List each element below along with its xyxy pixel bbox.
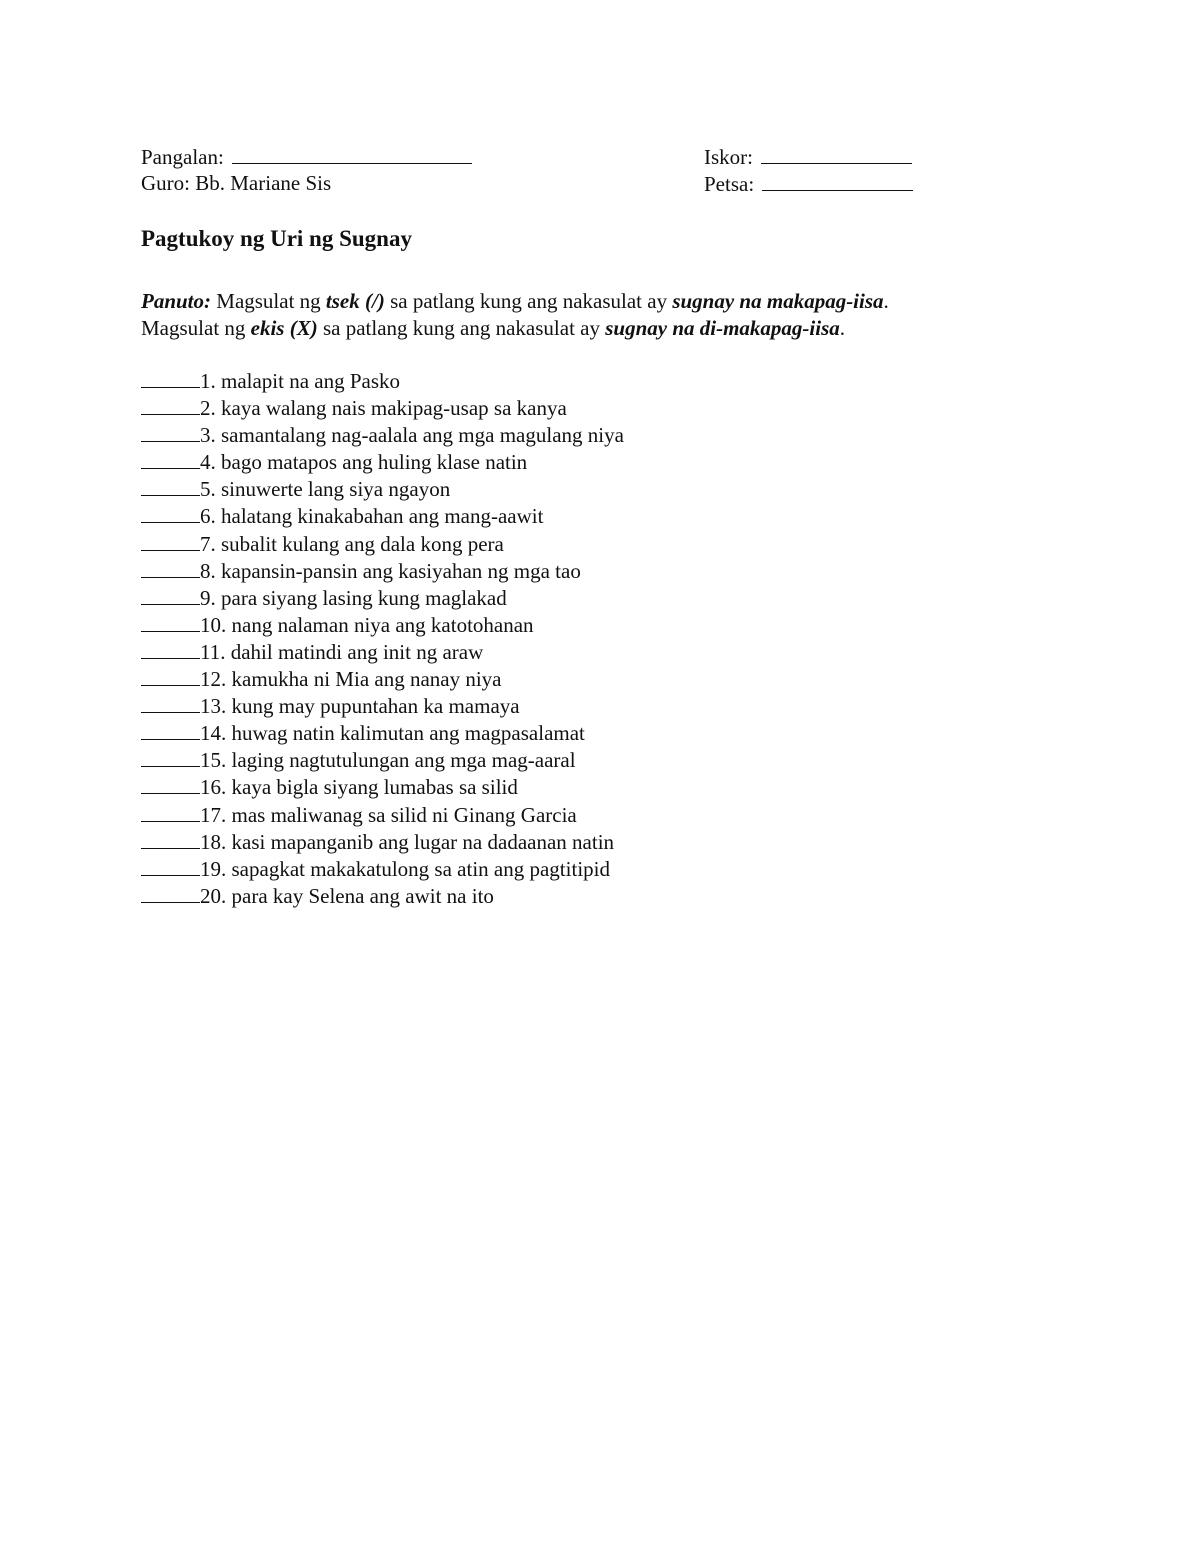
answer-blank[interactable] [141, 883, 200, 903]
score-label: Iskor: [704, 145, 753, 169]
item-text: 8. kapansin-pansin ang kasiyahan ng mga tao [200, 558, 581, 583]
worksheet-title: Pagtukoy ng Uri ng Sugnay [141, 226, 412, 251]
item-text: 7. subalit kulang ang dala kong pera [200, 531, 504, 556]
date-row [704, 170, 913, 198]
answer-blank[interactable] [141, 503, 200, 523]
list-item [141, 612, 624, 639]
item-text: 19. sapagkat makakatulong sa atin ang pagtitipid [200, 856, 610, 881]
list-item [141, 531, 624, 558]
answer-blank[interactable] [141, 422, 200, 442]
answer-blank[interactable] [141, 802, 200, 822]
answer-blank[interactable] [141, 856, 200, 876]
answer-blank[interactable] [141, 449, 200, 469]
answer-blank[interactable] [141, 720, 200, 740]
date-label: Petsa: [704, 172, 755, 196]
answer-blank[interactable] [141, 368, 200, 388]
answer-blank[interactable] [141, 774, 200, 794]
list-item [141, 883, 624, 910]
instr-text: sa patlang kung ang nakasulat ay [317, 316, 606, 340]
item-text: 10. nang nalaman niya ang katotohanan [200, 612, 534, 637]
list-item [141, 747, 624, 774]
item-text: 12. kamukha ni Mia ang nanay niya [200, 667, 502, 692]
instr-text: sa patlang kung ang nakasulat ay [384, 289, 673, 313]
instr-emphasis: sugnay na makapag-iisa [672, 289, 884, 313]
instr-text: . [883, 289, 889, 313]
list-item [141, 802, 624, 829]
list-item [141, 476, 624, 503]
instructions-label: Panuto: [141, 289, 212, 313]
instr-emphasis: ekis (X) [250, 316, 318, 340]
list-item [141, 856, 624, 883]
list-item [141, 720, 624, 747]
item-text: 15. laging nagtutulungan ang mga mag-aaral [200, 748, 576, 773]
list-item [141, 585, 624, 612]
answer-blank[interactable] [141, 639, 200, 659]
answer-blank[interactable] [141, 395, 200, 415]
item-text: 18. kasi mapanganib ang lugar na dadaanan natin [200, 829, 615, 854]
instr-text: . [839, 316, 846, 340]
item-text: 5. sinuwerte lang siya ngayon [200, 477, 451, 502]
answer-blank[interactable] [141, 693, 200, 713]
score-row [704, 143, 912, 171]
item-text: 17. mas maliwanag sa silid ni Ginang Garcia [200, 802, 577, 827]
instr-text: Magsulat ng [211, 289, 326, 313]
list-item [141, 503, 624, 530]
name-row [141, 143, 472, 171]
date-blank [762, 170, 913, 191]
instructions-line-1 [141, 288, 889, 315]
answer-blank[interactable] [141, 612, 200, 632]
answer-blank[interactable] [141, 585, 200, 605]
instructions [141, 288, 889, 342]
list-item [141, 449, 624, 476]
answer-blank[interactable] [141, 829, 200, 849]
list-item [141, 639, 624, 666]
list-item [141, 666, 624, 693]
score-blank [761, 143, 912, 164]
item-text: 11. dahil matindi ang init ng araw [200, 639, 484, 664]
name-label: Pangalan: [141, 145, 224, 169]
answer-blank[interactable] [141, 666, 200, 686]
list-item [141, 774, 624, 801]
teacher-label: Guro: Bb. Mariane Sis [141, 171, 332, 195]
name-blank [232, 143, 472, 164]
list-item [141, 395, 624, 422]
item-text: 9. para siyang lasing kung maglakad [200, 585, 507, 610]
answer-blank[interactable] [141, 476, 200, 496]
instructions-line-2 [141, 315, 889, 342]
item-text: 2. kaya walang nais makipag-usap sa kanya [200, 396, 567, 421]
item-text: 16. kaya bigla siyang lumabas sa silid [200, 775, 518, 800]
item-text: 4. bago matapos ang huling klase natin [200, 450, 528, 475]
answer-blank[interactable] [141, 558, 200, 578]
list-item [141, 693, 624, 720]
item-text: 13. kung may pupuntahan ka mamaya [200, 694, 520, 719]
list-item [141, 829, 624, 856]
item-list [141, 368, 624, 910]
answer-blank[interactable] [141, 747, 200, 767]
item-text: 20. para kay Selena ang awit na ito [200, 883, 494, 908]
instr-text: Magsulat ng [141, 316, 251, 340]
instr-emphasis: tsek (/) [325, 289, 385, 313]
item-text: 1. malapit na ang Pasko [200, 369, 401, 393]
item-text: 6. halatang kinakabahan ang mang-aawit [200, 504, 544, 529]
item-text: 14. huwag natin kalimutan ang magpasalamat [200, 721, 585, 746]
answer-blank[interactable] [141, 531, 200, 551]
item-text: 3. samantalang nag-aalala ang mga magulang niya [200, 423, 624, 448]
list-item [141, 422, 624, 449]
list-item [141, 368, 624, 395]
instr-emphasis: sugnay na di-makapag-iisa [605, 316, 840, 340]
list-item [141, 558, 624, 585]
teacher-row [141, 170, 331, 197]
